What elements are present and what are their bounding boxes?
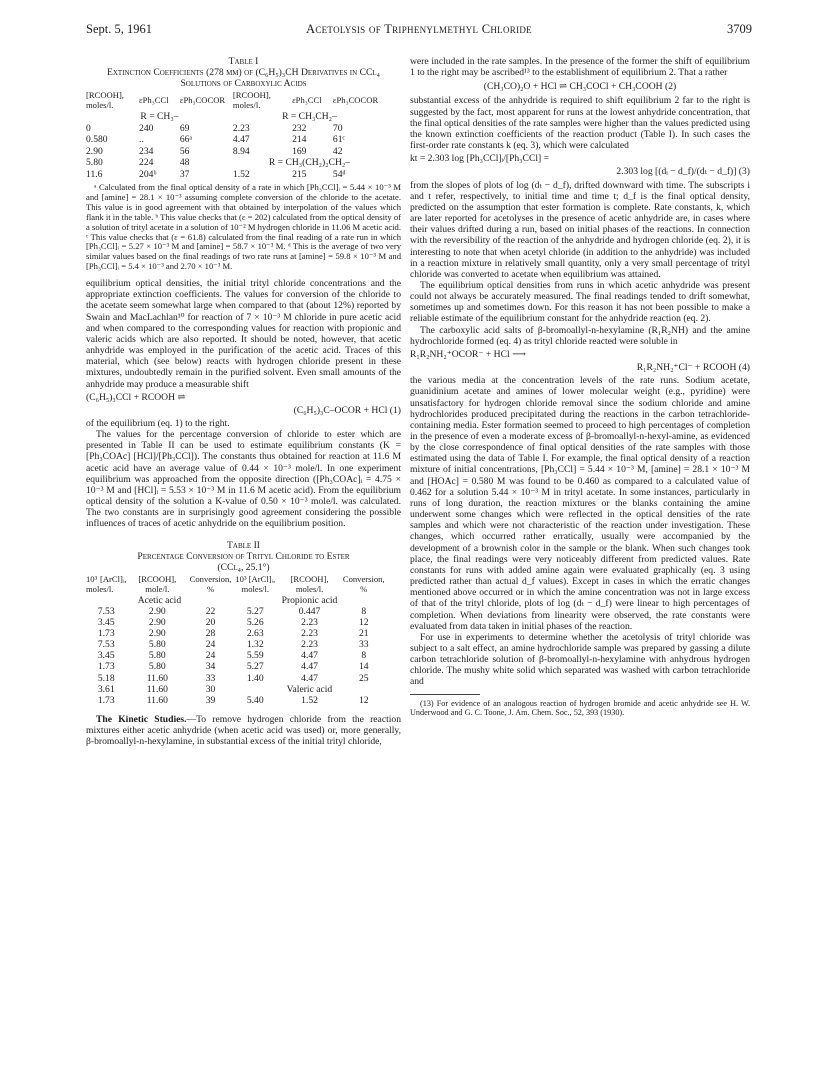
t1-cell: 0.580: [86, 134, 108, 146]
t1-cell: 56: [179, 145, 190, 157]
table-row: [86, 606, 386, 617]
t2-cell: 4.47: [301, 661, 318, 673]
t1-cell: 2.90: [86, 145, 103, 157]
t1-cell: ..: [139, 134, 144, 146]
t1-cell: 2.23: [232, 122, 250, 134]
t2-cell: 5.59: [246, 650, 264, 662]
t2-cell: 1.40: [246, 672, 264, 684]
t1-cell: 61ᶜ: [332, 134, 345, 146]
t2-cell: 25: [358, 672, 369, 684]
t2-cell: 2.90: [148, 628, 166, 639]
t2-cell: 4.47: [301, 650, 318, 662]
left-paragraph-2: of the equilibrium (eq. 1) to the right.: [86, 418, 230, 429]
t2-cell: 5.80: [148, 650, 166, 662]
header-date: Sept. 5, 1961: [86, 22, 152, 36]
equation-1a: (C₆H₅)₃CCl + RCOOH ⇌: [86, 391, 186, 403]
t2-cell: 33: [358, 639, 369, 651]
t2-cell: 2.23: [301, 639, 318, 651]
t2-cell: 3.45: [97, 650, 115, 662]
t2-cell: 5.27: [246, 605, 264, 617]
t2-cell: 33: [205, 672, 216, 684]
t2-cell: 5.26: [246, 616, 264, 628]
table-row: [86, 168, 386, 180]
t2-cell: 21: [358, 628, 369, 639]
right-paragraph-5: The carboxylic acid salts of β-bromoallyl-n-hexylamine (R₁R₂NH) and the amine hydrochloride formed (eq. 4) as trityl chloride reacted were soluble in: [410, 324, 750, 347]
t2-head-4: [RCOOH], moles/l.: [290, 573, 329, 594]
table-row: [86, 695, 386, 706]
table-row: [86, 639, 386, 650]
t2-cell: 24: [205, 650, 216, 662]
t2-cell: 11.60: [146, 672, 168, 684]
right-paragraph-6: the various media at the concentration levels of the rate runs. Sodium acetate, guanidinium acetate and amines of lower molecular weight (e.g., pyridine) were unsatisfactory for hydrogen chloride removal since the sodium chloride and amine hydrochlorides produced precipitated during the reactions in the carbon tetrachloride-containing media. Ester formation seemed to proceed to high percentages of completion in the presence of even a moderate excess of β-bromoallyl-n-hexyl-amine, as evidenced by the close correspondence of final optical densities of the rate samples with those estimated using the data of Table I. For example, the final optical density of a reaction mixture of initial concentrations, [Ph₃CCl] = 5.44 × 10⁻³ M, [amine] = 28.1 × 10⁻³ M and [HOAc] = 0.580 M was found to be 0.460 as compared to a calculated value of 0.462 for a solution 5.44 × 10⁻³ M in trityl acetate. In some instances, particularly in runs of long duration, the reaction mixtures or the blanks containing the amine underwent some changes which were reflected in the optical densities of the rate samples and which were not characteristic of the reaction under investigation. These changes, which occurred rather erratically, usually were accompanied by the development of a brownish color in the sample or the blank. When such changes took place, the final readings were very noticeably different from predicted values. Rate constants for runs with added amine again were evaluated graphically (eq. 3 using predicted rather than actual d_f values). Except in cases in which the erratic changes mentioned above occurred or in which the amine concentration was not in large excess of that of the trityl chloride, plots of log (dₜ − d_f) were linear to high percentages of completion. When deviations from linearity were observed, the rate constants were evaluated from data taken in initial phases of the reaction.: [410, 375, 750, 632]
equation-3b: 2.303 log [(dᵢ − d_f)/(dₜ − d_f)] (3): [616, 166, 750, 178]
t2-head-5: Conversion, %: [342, 573, 385, 594]
kinetic-paragraph: [86, 714, 401, 747]
t2-group-left: Acetic acid: [137, 594, 182, 606]
t1-cell: 11.6: [86, 168, 103, 180]
t2-cell: 0.447: [298, 605, 321, 617]
t2-cell: 39: [205, 694, 216, 706]
equation-4a: R₁R₂NH₂⁺OCOR⁻ + HCl ⟶: [410, 348, 526, 360]
equation-3a: kt = 2.303 log [Ph₃CCl]ᵢ/[Ph₃CCl] =: [410, 153, 550, 165]
right-column: [410, 56, 750, 718]
t2-head-0: 10³ [ArCl]ᵢ, moles/l.: [86, 573, 127, 594]
left-paragraph-3: The values for the percentage conversion of chloride to ester which are presented in Table II can be used to estimate equilibrium constants (K = [Ph₃COAc] [HCl]/[Ph₃CCl]). The constants thus obtained for reaction at 11.6 M acetic acid have an average value of 0.44 × 10⁻³ mole/l. In one experiment equilibrium was approached from the opposite direction ([Ph₃COAc]ᵢ = 4.75 × 10⁻³ M and [HCl]ᵢ = 5.53 × 10⁻³ M in 11.6 M acetic acid). From the equilibrium optical density of the solution a K-value of 0.50 × 10⁻³ mole/l. was calculated. The two constants are in surprisingly good agreement considering the possible influences of traces of acetic anhydride on the equilibrium position.: [86, 429, 401, 530]
t1-cell: 66ᵃ: [179, 134, 193, 146]
header-page-number: 3709: [727, 22, 752, 36]
t2-cell: 30: [205, 683, 216, 695]
t2-cell: 7.53: [97, 639, 115, 651]
running-header: [86, 22, 752, 40]
t1-cell: 232: [292, 122, 307, 134]
t1-cell: 234: [139, 145, 154, 157]
t2-cell: 3.61: [97, 683, 115, 695]
t2-head-1: [RCOOH], mole/l.: [138, 573, 177, 594]
t2-cell: 4.47: [301, 672, 318, 684]
t1-cell: 54ᵈ: [332, 168, 346, 180]
t2-cell: 20: [205, 616, 216, 628]
table2-subtitle: (CCl₄, 25.1°): [217, 561, 270, 573]
t2-group-right: Propionic acid: [281, 594, 338, 606]
t1-head-4: εPh₃CCl: [292, 95, 322, 106]
t1-head-2: εPh₃COCOR: [179, 95, 226, 106]
table-row: [86, 145, 386, 157]
t2-cell: 2.90: [148, 605, 166, 617]
table1: [86, 91, 386, 180]
t1-group-left: R = CH₃–: [140, 111, 179, 123]
table-row: [86, 650, 386, 661]
t2-cell: 11.60: [146, 694, 168, 706]
table-row: [86, 617, 386, 628]
t2-cell: 22: [205, 605, 216, 617]
t1-head-1: εPh₃CCl: [139, 95, 169, 106]
t2-cell: 28: [205, 628, 216, 639]
t1-head-3: [RCOOH], moles/l.: [232, 90, 271, 111]
left-paragraph-1: equilibrium optical densities, the initial trityl chloride concentrations and the appropriate extinction coefficients. The values for conversion of the chloride to the acetate seem somewhat large when compared to that (about 12%) reported by Swain and MacLachlan¹⁰ for reaction of 7 × 10⁻³ M chloride in pure acetic acid and when compared to the corresponding values for reaction with propionic and valeric acids which are also reported. It should be noted, however, that acetic anhydride was employed in the purification of the acetic acid. Traces of this material, which (see below) reacts with hydrogen chloride present in these mixtures, undoubtedly remain in the purified solvent. Even small amounts of the anhydride may produce a measurable shift: [86, 278, 401, 390]
table-row: [86, 122, 386, 134]
t1-cell: 48: [179, 157, 190, 169]
t2-cell: 1.52: [301, 694, 318, 706]
table1-title: Extinction Coefficients (278 mμ) of (C₆H₅)₃CH Derivatives in CCl₄ Solutions of Carboxylic Acids: [106, 67, 381, 90]
t1-head-0: [RCOOH], moles/l.: [86, 90, 124, 111]
kinetic-heading: The Kinetic Studies.: [96, 714, 187, 726]
t2-cell: 1.73: [97, 694, 115, 706]
t1-cell: 5.80: [86, 157, 103, 169]
footnote-rule: [410, 694, 480, 695]
t2-cell: 24: [205, 639, 216, 651]
t2-cell: 1.73: [97, 661, 115, 673]
right-paragraph-4: The equilibrium optical densities from runs in which acetic anhydride was present could not always be accurately measured. The final readings tended to drift somewhat, sometimes up and sometimes down. For this reason it has not been possible to make a reliable estimate of the equilibrium constant for the anhydride reaction (eq. 2).: [410, 279, 750, 325]
t2-cell: 12: [358, 616, 369, 628]
t2-cell: 2.63: [246, 628, 264, 639]
t2-cell: 5.40: [246, 694, 264, 706]
t1-cell: 169: [292, 145, 307, 157]
t1-cell: 4.47: [232, 134, 250, 146]
t1-cell: 215: [292, 168, 307, 180]
t2-cell: 5.80: [148, 661, 166, 673]
t2-cell: 34: [205, 661, 216, 673]
t2-cell: 5.80: [148, 639, 166, 651]
t1-cell: 240: [139, 122, 154, 134]
t2-cell: 2.23: [301, 616, 318, 628]
t2-cell: 7.53: [97, 605, 115, 617]
t2-cell: 11.60: [146, 683, 168, 695]
t1-head-5: εPh₃COCOR: [332, 95, 379, 106]
equation-2: (CH₃CO)₂O + HCl ⇌ CH₃COCl + CH₃COOH (2): [483, 81, 677, 93]
t2-head-2: Conversion, %: [189, 573, 232, 594]
kinetic-text: —To remove hydrogen chloride from the reaction mixtures either acetic anhydride (when acetic acid was used) or, more generally, β-bromoallyl-n-hexylamine, in substantial excess of the initial trityl chloride,: [86, 714, 401, 748]
t1-cell: 42: [332, 145, 343, 157]
header-title: Acetolysis of Triphenylmethyl Chloride: [306, 22, 532, 36]
equation-4b: R₁R₂NH₂⁺Cl⁻ + RCOOH (4): [636, 362, 750, 374]
table-row: [86, 684, 386, 695]
t1-group-right: R = CH₃CH₂–: [282, 111, 337, 123]
t2-cell: 8: [361, 650, 367, 662]
t2-cell: 5.27: [246, 661, 264, 673]
t2-cell: 12: [358, 694, 369, 706]
t2-cell: 5.18: [97, 672, 115, 684]
t2-group-right2: Valeric acid: [286, 683, 333, 695]
t1-cell: 70: [332, 122, 343, 134]
table2-title: Percentage Conversion of Trityl Chloride to Ester: [137, 550, 350, 562]
t2-cell: 8: [361, 605, 367, 617]
footnote-13: (13) For evidence of an analogous reaction of hydrogen bromide and acetic anhydride see H. W. Underwood and G. C. Toone, J. Am. Chem. Soc., 52, 393 (1930).: [410, 698, 750, 718]
right-paragraph-7: For use in experiments to determine whether the acetolysis of trityl chloride was subject to a salt effect, an amine hydrochloride sample was prepared by gassing a dilute carbon tetrachloride solution of β-bromoallyl-n-hexylamine with anhydrous hydrogen chloride. The mushy white solid which separated was washed with carbon tetrachloride and: [410, 631, 750, 688]
table-row: [86, 628, 386, 639]
t2-cell: 3.45: [97, 616, 115, 628]
table-row: [86, 134, 386, 146]
t1-cell: 204ᵇ: [139, 168, 157, 180]
left-column: [86, 56, 401, 748]
t2-head-3: 10³ [ArCl]ᵢ, moles/l.: [235, 573, 276, 594]
right-paragraph-2: substantial excess of the anhydride is required to shift equilibrium 2 far to the right is suggested by the fact, most apparent for runs at the lowest anhydride concentration, that the final optical densities of the rate samples were higher than the values predicted using the known extinction coefficients of the reaction product (Table I). In such cases the first-order rate constants k (eq. 3), which were calculated: [410, 95, 750, 152]
right-paragraph-1: were included in the rate samples. In the presence of the former the shift of equilibrium 1 to the right may be ascribed¹³ to the establishment of equilibrium 2. That a rather: [410, 56, 750, 79]
table-row: [86, 157, 386, 169]
table2: [86, 575, 386, 706]
t1-cell: 37: [179, 168, 190, 180]
t2-cell: 2.23: [301, 628, 318, 639]
t2-cell: 1.73: [97, 628, 115, 639]
table1-footnotes: ᵃ Calculated from the final optical density of a rate in which [Ph₃CCl]ᵢ = 5.44 × 10⁻³ M and [amine] = 28.1 × 10⁻³ assuming complete conversion of the chloride to the acetate. This value is in good agreement with that obtained by interpolation of the values which flank it in the table. ᵇ This value checks that (ε = 202) calculated from the optical density of a solution of trityl acetate in a solution of 10⁻² M hydrogen chloride in 11.06 M acetic acid. ᶜ This value checks that (ε = 61.8) calculated from the final reading of a rate run in which [Ph₃CCl]ᵢ = 5.27 × 10⁻³ M and [amine] = 58.7 × 10⁻³ M. ᵈ This is the average of two very similar values based on the final readings of two rate runs at [amine] = 59.8 × 10⁻³ M and [Ph₃CCl]ᵢ = 5.4 × 10⁻³ and 2.70 × 10⁻³ M.: [86, 181, 401, 272]
t1-cell: 224: [139, 157, 154, 169]
table-row: [86, 661, 386, 672]
table1-label: Table I: [228, 56, 259, 67]
t1-cell: 0: [86, 122, 91, 134]
t1-cell: 214: [292, 134, 307, 146]
t1-cell: 69: [179, 122, 190, 134]
t2-cell: 1.32: [246, 639, 264, 651]
equation-1b: (C₆H₅)₃C–OCOR + HCl (1): [293, 404, 401, 416]
table-row: [86, 673, 386, 684]
t2-cell: 14: [358, 661, 369, 673]
t2-cell: 2.90: [148, 616, 166, 628]
right-paragraph-3: from the slopes of plots of log (dₜ − d_f), drifted downward with time. The subscripts i and t refer, respectively, to initial time and time t; d_f is the final optical density, predicted on the assumption that ester formation is complete. Rate constants, k, which are later reported for acetolyses in the presence of acetic anhydride are, in cases where their values drifted during a run, based on initial phases of the reactions. In connection with the reversibility of the reaction of the anhydride and hydrogen chloride (eq. 2), it is interesting to note that when acetyl chloride (in addition to the anhydride) was included in a reaction mixture in relatively small quantity, only a very small percentage of trityl chloride was converted to acetate when equilibrium was attained.: [410, 179, 750, 280]
t1-cell: 1.52: [232, 168, 250, 180]
table2-label: Table II: [227, 539, 260, 551]
t1-cell: 8.94: [232, 145, 250, 157]
t1-group-right2: R = CH₃(CH₂)₂CH₂–: [268, 157, 351, 169]
